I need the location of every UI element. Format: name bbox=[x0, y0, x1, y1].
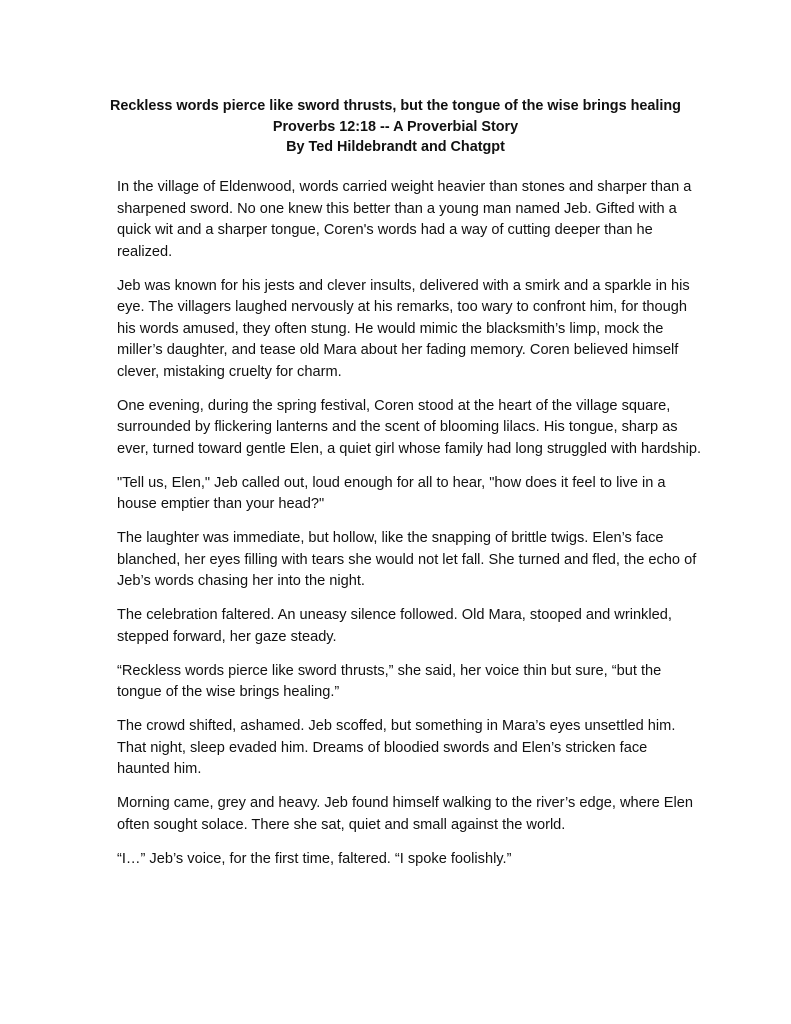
paragraph-5: The laughter was immediate, but hollow, like the snapping of brittle twigs. Elen’s face blanched, her eyes filling with tears she would not let fall. She turned and fled, the echo of Jeb’s words chasing her into the night. bbox=[117, 530, 697, 589]
document-body bbox=[117, 177, 702, 883]
paragraph-4: "Tell us, Elen," Jeb called out, loud enough for all to hear, "how does it feel to live in a house emptier than your head?" bbox=[117, 474, 666, 512]
paragraph-10: “I…” Jeb’s voice, for the first time, faltered. “I spoke foolishly.” bbox=[117, 850, 512, 867]
paragraph-8: The crowd shifted, ashamed. Jeb scoffed, but something in Mara’s eyes unsettled him. That night, sleep evaded him. Dreams of bloodied swords and Elen’s stricken face haunted him. bbox=[117, 718, 676, 777]
document-subtitle: Proverbs 12:18 -- A Proverbial Story bbox=[272, 118, 519, 135]
document-byline: By Ted Hildebrandt and Chatgpt bbox=[286, 139, 505, 155]
paragraph-3: One evening, during the spring festival, Coren stood at the heart of the village square, surrounded by flickering lanterns and the scent of blooming lilacs. His tongue, sharp as ever, turned toward gentle Elen, a quiet girl whose family had long struggled with hardship. bbox=[117, 397, 702, 457]
document-title: Reckless words pierce like sword thrusts, but the tongue of the wise brings healing bbox=[110, 98, 681, 114]
paragraph-6: The celebration faltered. An uneasy silence followed. Old Mara, stooped and wrinkled, stepped forward, her gaze steady. bbox=[117, 607, 672, 645]
paragraph-7: “Reckless words pierce like sword thrusts,” she said, her voice thin but sure, “but the tongue of the wise brings healing.” bbox=[117, 662, 662, 700]
paragraph-2: Jeb was known for his jests and clever insults, delivered with a smirk and a sparkle in his eye. The villagers laughed nervously at his remarks, too wary to confront him, for though his words amused, they often stung. He would mimic the blacksmith’s limp, mock the miller’s daughter, and tease old Mara about her fading memory. Coren believed himself clever, mistaking cruelty for charm. bbox=[117, 277, 690, 380]
paragraph-9: Morning came, grey and heavy. Jeb found himself walking to the river’s edge, where Elen often sought solace. There she sat, quiet and small against the world. bbox=[117, 795, 693, 833]
paragraph-1: In the village of Eldenwood, words carried weight heavier than stones and sharper than a sharpened sword. No one knew this better than a young man named Jeb. Gifted with a quick wit and a sharper tongue, Coren's words had a way of cutting deeper than he realized. bbox=[117, 179, 692, 260]
document-header bbox=[90, 96, 701, 158]
